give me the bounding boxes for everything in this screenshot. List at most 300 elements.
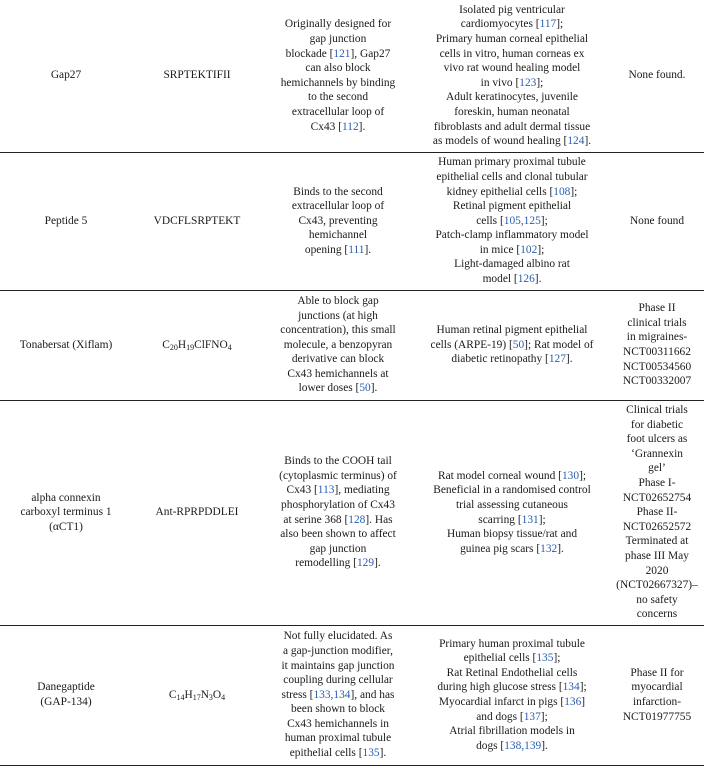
text-segment: Phase II for <box>630 666 684 679</box>
text-segment: NCT00534560 <box>622 360 692 373</box>
cell-line <box>416 542 608 557</box>
cell-line <box>264 381 412 396</box>
text-segment: Binds to the second <box>293 185 383 198</box>
text-segment: Able to block gap <box>297 294 379 307</box>
text-segment: Rat model corneal wound [ <box>437 469 562 482</box>
text-segment: Human biopsy tissue/rat and <box>446 528 578 541</box>
text-segment: Terminated at <box>625 535 689 548</box>
cell-line <box>612 578 702 593</box>
text-segment: Not fully elucidated. As <box>283 630 393 643</box>
cell-line <box>264 556 412 571</box>
cell-line <box>416 134 608 149</box>
text-segment: ]. <box>379 747 387 760</box>
text-segment: coupling during cellular <box>283 674 393 687</box>
cell-line: SRPTEKTIFII <box>163 69 231 82</box>
cell-line <box>612 374 702 389</box>
cell-line: Ant-RPRPDDLEI <box>155 506 239 519</box>
text-segment: ]; <box>538 513 546 526</box>
text-segment: scarring [ <box>478 513 522 526</box>
cell-line: Peptide 5 <box>44 214 88 227</box>
formula-subscript: 17 <box>192 692 201 702</box>
cell-line <box>416 272 608 287</box>
cell-line <box>416 170 608 185</box>
text-segment: no safety <box>636 593 678 606</box>
text-segment: H <box>177 338 187 351</box>
cell-line <box>612 214 702 229</box>
models-cell <box>414 152 610 290</box>
text-segment: ]. <box>374 557 381 570</box>
cell-line <box>264 243 412 258</box>
text-segment: NCT01977755 <box>622 710 692 723</box>
text-segment: ], and has <box>350 688 395 701</box>
text-segment: Isolated pig ventricular <box>459 3 565 16</box>
text-segment: gap junction <box>309 32 367 45</box>
reference-link[interactable]: 131 <box>521 513 539 526</box>
text-segment: Clinical trials <box>626 404 688 417</box>
reference-link[interactable]: 102 <box>520 243 538 256</box>
text-segment: derivative can block <box>291 353 385 366</box>
cell-line <box>264 352 412 367</box>
text-segment: for diabetic <box>630 418 684 431</box>
cell-line: alpha connexin <box>31 491 101 504</box>
text-segment: cells in vitro, human corneas ex <box>439 47 585 60</box>
text-segment: Light-damaged albino rat <box>454 258 570 271</box>
cell-line <box>264 47 412 62</box>
clinical-trials-cell <box>610 152 704 290</box>
cell-line <box>264 688 412 703</box>
text-segment: C <box>168 688 177 701</box>
text-segment: ]; <box>570 185 578 198</box>
text-segment: ]; <box>540 214 548 227</box>
text-segment: a gap-junction modifier, <box>283 644 393 657</box>
cell-line <box>416 257 608 272</box>
cell-line <box>416 695 608 710</box>
text-segment: extracellular loop of <box>291 200 385 213</box>
cell-line <box>416 651 608 666</box>
cell-line <box>416 739 608 754</box>
text-segment: NCT02652754 <box>622 491 692 504</box>
text-segment: infarction- <box>632 696 682 708</box>
text-segment: Adult keratinocytes, juvenile <box>446 91 578 104</box>
cell-line <box>612 432 702 447</box>
cell-line <box>612 330 702 345</box>
reference-link[interactable]: 112 <box>342 120 359 133</box>
text-segment: NCT00332007 <box>622 375 692 388</box>
text-segment: opening [ <box>304 243 349 256</box>
text-segment: Rat Retinal Endothelial cells <box>446 666 578 679</box>
compound-name-cell <box>0 290 132 400</box>
text-segment: Phase II <box>638 302 676 315</box>
cell-line <box>264 731 412 746</box>
cell-line <box>612 476 702 491</box>
text-segment: phosphorylation of Cx43 <box>281 498 395 511</box>
cell-line <box>612 491 702 506</box>
compound-name-cell <box>0 400 132 625</box>
text-segment: fibroblasts and adult dermal tissue <box>433 120 591 133</box>
mechanism-cell <box>262 625 414 765</box>
cell-line <box>264 309 412 324</box>
cell-line <box>264 659 412 674</box>
text-segment: concerns <box>636 608 678 621</box>
text-segment: Originally designed for <box>284 18 392 31</box>
text-segment: human proximal tubule <box>284 732 392 745</box>
text-segment: ClFNO <box>194 338 228 351</box>
cell-line <box>264 338 412 353</box>
cell-line <box>264 513 412 528</box>
text-segment: Phase II- <box>636 506 678 519</box>
cell-line <box>612 403 702 418</box>
cell-line <box>416 352 608 367</box>
text-segment: gel’ <box>648 462 666 475</box>
cell-line <box>612 316 702 331</box>
models-cell <box>414 0 610 152</box>
cell-line <box>264 323 412 338</box>
cell-line: VDCFLSRPTEKT <box>153 214 241 227</box>
reference-link[interactable]: 124 <box>567 135 585 148</box>
cell-line <box>264 469 412 484</box>
cell-line <box>612 710 702 725</box>
text-segment: ]; <box>579 469 587 482</box>
text-segment: ]. <box>534 273 542 286</box>
reference-link[interactable]: 108 <box>553 185 571 198</box>
clinical-trials-cell <box>610 0 704 152</box>
cell-line <box>264 228 412 243</box>
text-segment: Retinal pigment epithelial <box>452 200 572 213</box>
cell-line <box>264 454 412 469</box>
text-segment: and dogs [ <box>476 710 524 723</box>
sequence-cell <box>132 290 262 400</box>
cell-line <box>416 61 608 76</box>
cell-line <box>416 47 608 62</box>
text-segment: in mice [ <box>479 243 521 256</box>
reference-link[interactable]: 133,134 <box>313 688 351 701</box>
cell-line: Tonabersat (Xiflam) <box>19 338 113 351</box>
cell-line <box>416 243 608 258</box>
cell-line: (GAP-134) <box>40 696 92 708</box>
text-segment: ]. <box>358 120 366 133</box>
table-row <box>0 152 704 290</box>
cell-line <box>416 120 608 135</box>
text-segment: O <box>212 688 222 701</box>
cell-line <box>264 717 412 732</box>
cell-line <box>264 76 412 91</box>
formula-subscript: 3 <box>208 692 213 702</box>
text-segment: kidney epithelial cells [ <box>446 185 554 198</box>
cell-line <box>416 527 608 542</box>
text-segment: in migraines- <box>626 331 688 344</box>
cell-line <box>612 607 702 622</box>
text-segment: Atrial fibrillation models in <box>449 725 575 738</box>
text-segment: ]. <box>584 135 592 148</box>
text-segment: extracellular loop of <box>291 105 385 118</box>
cell-line <box>416 724 608 739</box>
formula-subscript: 14 <box>176 692 185 702</box>
text-segment: hemichannels by binding <box>280 76 396 89</box>
cell-line <box>612 447 702 462</box>
cell-line <box>264 17 412 32</box>
cell-line: Gap27 <box>50 69 82 82</box>
formula-subscript: 4 <box>221 692 226 702</box>
reference-link[interactable]: 127 <box>548 353 566 366</box>
cell-line <box>416 513 608 528</box>
reference-link[interactable]: 126 <box>517 273 535 286</box>
text-segment: cells [ <box>476 214 504 227</box>
text-segment: cells (ARPE-19) [ <box>430 338 513 351</box>
cell-line <box>416 483 608 498</box>
mechanism-cell <box>262 0 414 152</box>
models-cell <box>414 625 610 765</box>
text-segment: been shown to block <box>291 703 385 716</box>
cell-line <box>416 3 608 18</box>
sequence-cell <box>132 625 262 765</box>
text-segment: ]. <box>565 353 573 366</box>
compound-name-cell <box>0 152 132 290</box>
cell-line <box>264 90 412 105</box>
cell-line <box>264 367 412 382</box>
cell-line <box>612 564 702 579</box>
cell-line <box>416 323 608 338</box>
cell-line <box>612 520 702 535</box>
text-segment: ]; <box>553 652 561 665</box>
reference-link[interactable]: 134 <box>562 681 580 694</box>
text-segment: Myocardial infarct in pigs [ <box>438 696 565 708</box>
cell-line <box>416 710 608 725</box>
text-segment: junctions (at high <box>298 309 378 322</box>
reference-link[interactable]: 135 <box>536 652 554 665</box>
text-segment: ]. <box>364 243 372 256</box>
cell-line <box>264 644 412 659</box>
reference-link[interactable]: 117 <box>539 18 557 31</box>
compound-name-cell <box>0 0 132 152</box>
reference-link[interactable]: 50 <box>359 382 371 395</box>
text-segment: Cx43 [ <box>310 120 342 133</box>
text-segment: clinical trials <box>627 316 687 329</box>
compound-name-cell <box>0 625 132 765</box>
text-segment: Primary human corneal epithelial <box>435 32 589 45</box>
cell-line <box>416 155 608 170</box>
table-row <box>0 400 704 625</box>
reference-link[interactable]: 137 <box>523 710 541 723</box>
reference-link[interactable]: 129 <box>356 557 375 570</box>
cell-line <box>264 629 412 644</box>
text-segment: ]. Has <box>365 513 393 526</box>
text-segment: None found <box>629 214 685 227</box>
cell-line <box>612 301 702 316</box>
text-segment: NCT02652572 <box>622 520 692 533</box>
cell-line: carboxyl terminus 1 <box>20 506 112 519</box>
cell-line <box>416 17 608 32</box>
cell-line <box>612 534 702 549</box>
mechanism-cell <box>262 290 414 400</box>
table-row <box>0 625 704 765</box>
text-segment: foreskin, human neonatal <box>454 105 570 118</box>
text-segment: H <box>184 688 193 701</box>
text-segment: None found. <box>628 69 686 82</box>
cell-line <box>416 228 608 243</box>
text-segment: (NCT02667327)– <box>616 579 698 592</box>
text-segment: ]; <box>556 18 564 31</box>
text-segment: vivo rat wound healing model <box>443 62 581 75</box>
text-segment: Patch-clamp inflammatory model <box>435 229 589 242</box>
cell-line <box>416 199 608 214</box>
clinical-trials-cell <box>610 625 704 765</box>
text-segment: NCT00311662 <box>623 346 691 358</box>
text-segment: (cytoplasmic terminus) of <box>279 469 397 482</box>
text-segment: guinea pig scars [ <box>460 542 541 555</box>
cell-line <box>264 746 412 761</box>
text-segment: diabetic retinopathy [ <box>451 353 549 366</box>
text-segment: ]; <box>579 681 587 694</box>
reference-link[interactable]: 132 <box>540 542 558 555</box>
cell-line <box>264 199 412 214</box>
text-segment: ]; <box>536 76 544 89</box>
text-segment: it maintains gap junction <box>281 659 395 672</box>
text-segment: concentration), this small <box>280 324 396 337</box>
text-segment: to the second <box>307 91 369 104</box>
text-segment: dogs [ <box>476 739 505 752</box>
text-segment: Phase I- <box>638 477 676 490</box>
text-segment: can also block <box>305 62 371 75</box>
text-segment: molecule, a benzopyran <box>283 338 393 351</box>
cell-line <box>264 294 412 309</box>
reference-link[interactable]: 136 <box>564 696 582 708</box>
text-segment: during high glucose stress [ <box>437 681 563 694</box>
cell-line <box>264 702 412 717</box>
sequence-cell <box>132 0 262 152</box>
text-segment: remodelling [ <box>295 557 357 570</box>
cell-line: Danegaptide <box>37 681 95 694</box>
text-segment: epithelial cells and clonal tubular <box>436 170 588 183</box>
text-segment: N <box>200 688 209 701</box>
cell-line <box>264 185 412 200</box>
cell-line <box>416 185 608 200</box>
text-segment: ] <box>581 696 586 708</box>
cell-line <box>612 505 702 520</box>
cell-line <box>612 549 702 564</box>
cell-line <box>264 542 412 557</box>
cell-line <box>264 120 412 135</box>
text-segment: cardiomyocytes [ <box>460 18 540 31</box>
text-segment: ], mediating <box>334 484 390 497</box>
reference-link[interactable]: 121 <box>333 47 351 60</box>
reference-link[interactable]: 123 <box>519 76 537 89</box>
formula-subscript: 4 <box>227 342 232 352</box>
text-segment: ]. <box>541 739 548 752</box>
cell-line <box>612 461 702 476</box>
text-segment: in vivo [ <box>480 76 520 89</box>
reference-link[interactable]: 135 <box>362 747 380 760</box>
formula-subscript: 20 <box>169 342 178 352</box>
sequence-cell <box>132 400 262 625</box>
reference-link[interactable]: 105,125 <box>503 214 541 227</box>
text-segment: at serine 368 [ <box>283 513 349 526</box>
text-segment: epithelial cells [ <box>463 652 537 665</box>
text-segment: gap junction <box>309 542 367 555</box>
table-row <box>0 0 704 152</box>
cell-line <box>264 498 412 513</box>
text-segment: C <box>162 338 170 351</box>
reference-link[interactable]: 128 <box>348 513 366 526</box>
cell-line <box>416 214 608 229</box>
reference-link[interactable]: 138,139 <box>504 739 542 752</box>
cell-line <box>612 695 702 710</box>
text-segment: Human retinal pigment epithelial <box>436 324 588 337</box>
cell-line <box>264 32 412 47</box>
cell-line <box>416 637 608 652</box>
reference-link[interactable]: 113 <box>317 484 335 497</box>
clinical-trials-cell <box>610 290 704 400</box>
text-segment: blockade [ <box>285 47 334 60</box>
models-cell <box>414 290 610 400</box>
text-segment: ]; <box>540 710 548 723</box>
cell-line: (αCT1) <box>49 520 83 533</box>
cell-line <box>612 360 702 375</box>
text-segment: model [ <box>482 273 518 286</box>
models-cell <box>414 400 610 625</box>
text-segment: ], Gap27 <box>350 47 391 60</box>
text-segment: foot ulcers as <box>626 433 688 446</box>
reference-link[interactable]: 111 <box>348 243 365 256</box>
cell-line <box>612 666 702 681</box>
text-segment: as models of wound healing [ <box>432 135 568 148</box>
text-segment: 2020 <box>645 564 669 577</box>
formula-subscript: 19 <box>186 342 195 352</box>
cell-line <box>264 527 412 542</box>
text-segment: phase III May <box>625 549 689 562</box>
cell-line <box>416 666 608 681</box>
text-segment: Cx43, preventing <box>298 214 378 227</box>
cell-line <box>612 418 702 433</box>
text-segment: also been shown to affect <box>280 528 396 541</box>
reference-link[interactable]: 130 <box>561 469 580 482</box>
text-segment: Cx43 hemichannels at <box>287 367 389 380</box>
text-segment: hemichannel <box>308 229 368 242</box>
cell-line <box>612 593 702 608</box>
text-segment: ‘Grannexin <box>631 447 683 460</box>
text-segment: myocardial <box>631 681 683 694</box>
cell-line <box>264 673 412 688</box>
cell-line <box>264 214 412 229</box>
text-segment: Binds to the COOH tail <box>284 455 392 468</box>
text-segment: Human primary proximal tubule <box>438 156 586 169</box>
mechanism-cell <box>262 152 414 290</box>
text-segment: Beneficial in a randomised control <box>433 484 591 497</box>
text-segment: ]. <box>370 382 378 395</box>
cell-line <box>416 338 608 353</box>
cell-line <box>416 469 608 484</box>
cell-line <box>416 680 608 695</box>
text-segment: Primary human proximal tubule <box>439 637 585 650</box>
table-row <box>0 290 704 400</box>
cell-line <box>264 483 412 498</box>
sequence-cell <box>132 152 262 290</box>
text-segment: trial assessing cutaneous <box>456 498 568 511</box>
reference-link[interactable]: 50 <box>512 338 525 351</box>
cell-line <box>264 61 412 76</box>
cell-line <box>264 105 412 120</box>
text-segment: ]; <box>537 243 545 256</box>
cell-line <box>416 32 608 47</box>
cell-line <box>612 345 702 360</box>
cell-line <box>416 76 608 91</box>
cell-line <box>416 90 608 105</box>
text-segment: Cx43 [ <box>286 484 318 497</box>
text-segment: Cx43 hemichannels in <box>287 717 389 730</box>
clinical-trials-cell <box>610 400 704 625</box>
text-segment: epithelial cells [ <box>289 747 363 760</box>
cell-line <box>612 68 702 83</box>
text-segment: stress [ <box>281 688 314 701</box>
